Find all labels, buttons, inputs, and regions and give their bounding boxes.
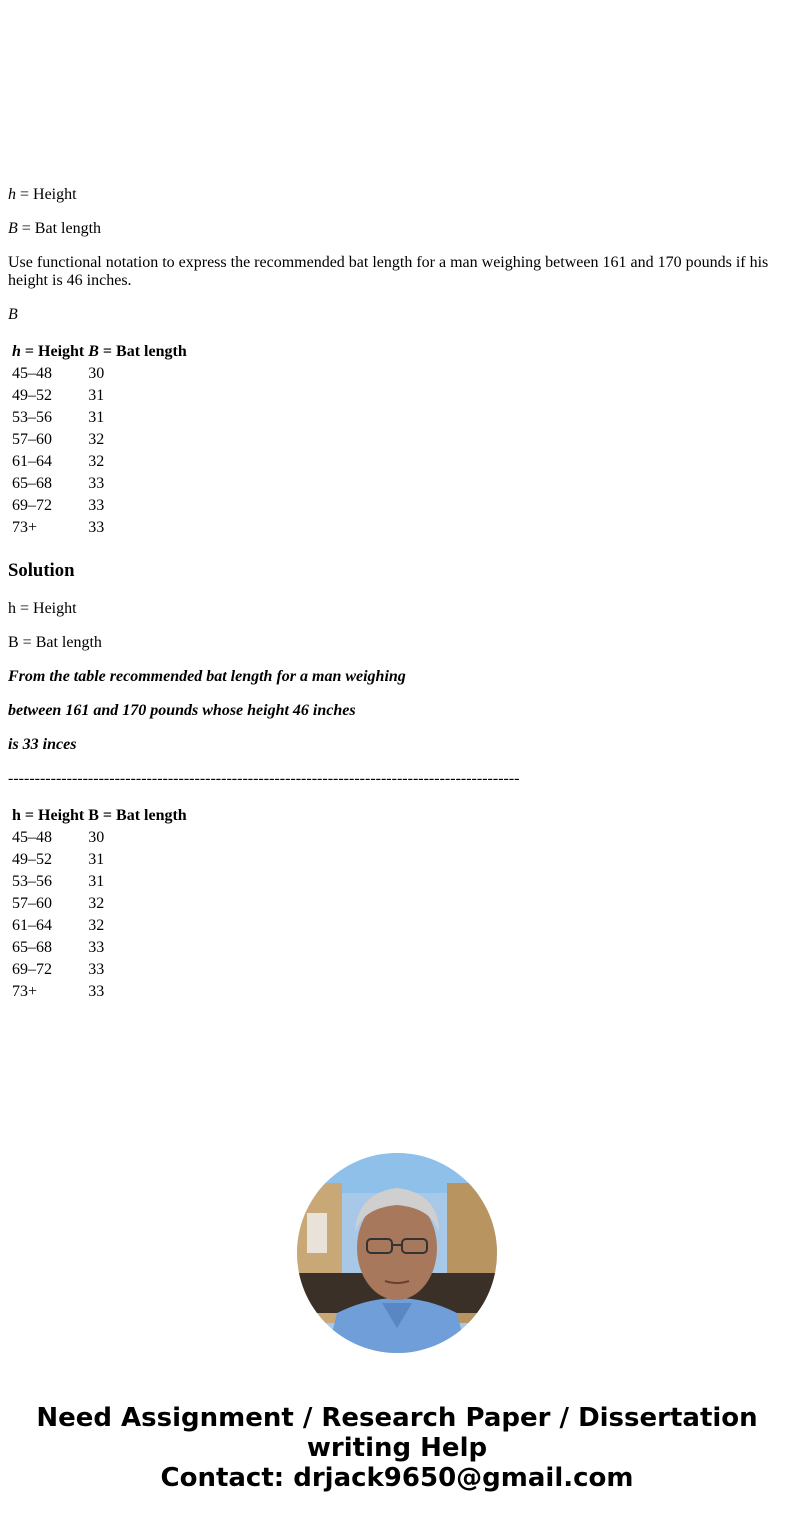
height-range-cell: 73+ bbox=[12, 519, 38, 536]
answer-var-b: B bbox=[8, 306, 18, 323]
table2-body bbox=[11, 828, 188, 1002]
bat-length-cell: 31 bbox=[88, 409, 105, 426]
header-height bbox=[11, 342, 85, 362]
bat-length-cell: 32 bbox=[88, 917, 105, 934]
height-range-cell: 69–72 bbox=[12, 497, 52, 514]
solution-line: is 33 inces bbox=[8, 736, 77, 753]
height-range-cell: 65–68 bbox=[12, 475, 52, 492]
bat-length-cell: 32 bbox=[88, 895, 105, 912]
height-range-cell: 61–64 bbox=[12, 453, 52, 470]
bat-length-cell: 31 bbox=[88, 851, 105, 868]
bat-length-cell: 32 bbox=[88, 431, 105, 448]
height-range-cell: 65–68 bbox=[12, 939, 52, 956]
bat-length-cell: 30 bbox=[88, 365, 105, 382]
bat-length-cell: 33 bbox=[88, 939, 105, 956]
header-bat-length-text: = Bat length bbox=[98, 343, 187, 360]
header-bat-length: B = Bat length bbox=[88, 807, 187, 824]
height-range-cell: 69–72 bbox=[12, 961, 52, 978]
height-range-cell: 61–64 bbox=[12, 917, 52, 934]
table-row bbox=[11, 916, 188, 936]
bat-length-cell: 33 bbox=[88, 961, 105, 978]
table-row bbox=[11, 452, 188, 472]
header-height-text: = Height bbox=[20, 343, 85, 360]
answer-variable bbox=[8, 306, 784, 324]
solution-heading: Solution bbox=[8, 560, 75, 581]
table-header-row bbox=[11, 806, 188, 826]
table1-body bbox=[11, 364, 188, 538]
bat-length-cell: 33 bbox=[88, 519, 105, 536]
solution-def-b: B = Bat length bbox=[8, 634, 102, 651]
bat-length-cell: 31 bbox=[88, 387, 105, 404]
promo-banner bbox=[0, 1403, 794, 1493]
definition-h bbox=[8, 186, 784, 204]
height-range-cell: 53–56 bbox=[12, 409, 52, 426]
definition-h-text: = Height bbox=[16, 186, 77, 203]
height-range-cell: 49–52 bbox=[12, 851, 52, 868]
bat-length-table-2 bbox=[9, 804, 190, 1004]
table-row bbox=[11, 960, 188, 980]
author-avatar bbox=[297, 1153, 497, 1353]
bat-length-cell: 33 bbox=[88, 475, 105, 492]
height-range-cell: 49–52 bbox=[12, 387, 52, 404]
height-range-cell: 57–60 bbox=[12, 895, 52, 912]
header-bat-length bbox=[87, 342, 187, 362]
separator-line: ------------------------------------------------------------------------------------------------ bbox=[8, 770, 520, 787]
bat-length-cell: 31 bbox=[88, 873, 105, 890]
solution-line: between 161 and 170 pounds whose height 46 inches bbox=[8, 702, 356, 719]
promo-contact: Contact: drjack9650@gmail.com bbox=[160, 1463, 634, 1493]
height-range-cell: 53–56 bbox=[12, 873, 52, 890]
header-var-b: B bbox=[88, 343, 99, 360]
table-row bbox=[11, 474, 188, 494]
height-range-cell: 57–60 bbox=[12, 431, 52, 448]
table-row bbox=[11, 894, 188, 914]
bat-length-cell: 30 bbox=[88, 829, 105, 846]
table-header-row bbox=[11, 342, 188, 362]
height-range-cell: 45–48 bbox=[12, 365, 52, 382]
table-row bbox=[11, 430, 188, 450]
header-height: h = Height bbox=[12, 807, 85, 824]
table-row bbox=[11, 518, 188, 538]
table-row bbox=[11, 850, 188, 870]
promo-line-1: Need Assignment / Research Paper / Dissertation writing Help bbox=[36, 1403, 758, 1463]
table-row bbox=[11, 938, 188, 958]
table-row bbox=[11, 496, 188, 516]
table-row bbox=[11, 386, 188, 406]
bat-length-cell: 32 bbox=[88, 453, 105, 470]
solution-line: From the table recommended bat length for a man weighing bbox=[8, 668, 406, 685]
table-row bbox=[11, 982, 188, 1002]
var-h: h bbox=[8, 186, 16, 203]
table-row bbox=[11, 872, 188, 892]
bat-length-cell: 33 bbox=[88, 983, 105, 1000]
document-body bbox=[8, 186, 784, 1024]
height-range-cell: 73+ bbox=[12, 983, 38, 1000]
author-photo bbox=[297, 1153, 497, 1353]
solution-def-h: h = Height bbox=[8, 600, 77, 617]
question-prompt: Use functional notation to express the recommended bat length for a man weighing between 161 and 170 pounds if his height is 46 inches. bbox=[8, 254, 769, 289]
var-b: B bbox=[8, 220, 18, 237]
table-row bbox=[11, 408, 188, 428]
bat-length-cell: 33 bbox=[88, 497, 105, 514]
header-var-h: h bbox=[12, 343, 21, 360]
table-row bbox=[11, 828, 188, 848]
height-range-cell: 45–48 bbox=[12, 829, 52, 846]
definition-b-text: = Bat length bbox=[17, 220, 102, 237]
table-row bbox=[11, 364, 188, 384]
definition-b bbox=[8, 220, 784, 238]
bat-length-table-1 bbox=[9, 340, 190, 540]
